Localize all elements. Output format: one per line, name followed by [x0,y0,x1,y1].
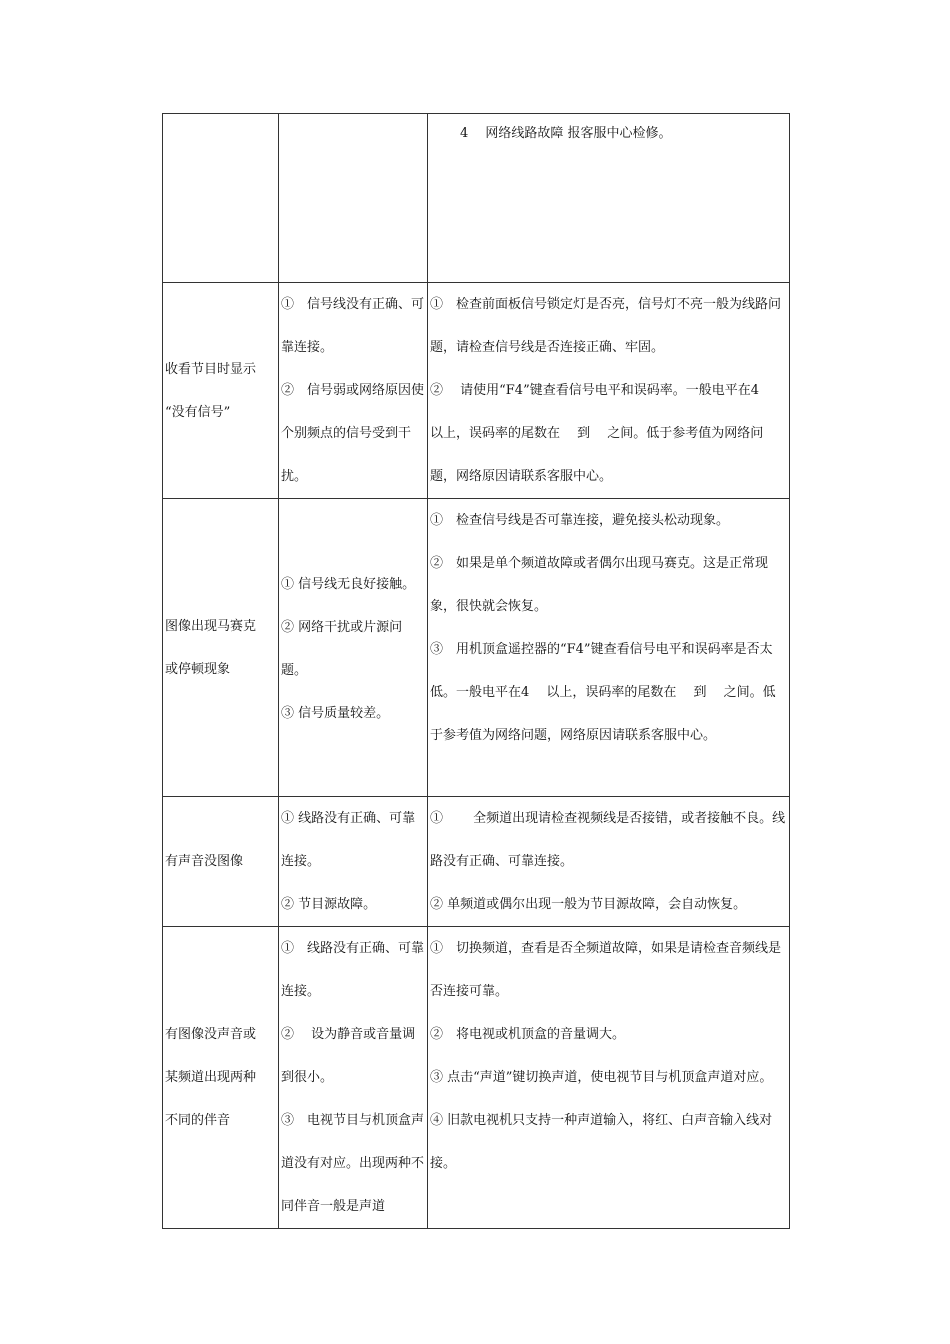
fix-text: ① 切换频道，查看是否全频道故障，如果是请检查音频线是否连接可靠。 [430,941,782,999]
troubleshooting-table [162,113,790,1229]
cause-text: ② 网络干扰或片源问题。 [281,620,403,678]
fix-text: ③ 用机顶盒遥控器的“F4”键查看信号电平和误码率是否太低。一般电平在4 以上，误码率的尾数在 到 之间。低于参考值为网络问题，网络原因请联系客服中心。 [430,642,776,743]
symptom-cell [163,499,279,797]
fix-cell [428,499,790,797]
fix-cell [428,797,790,927]
cause-text: ① 线路没有正确、可靠连接。 [281,811,416,869]
fix-cell [428,927,790,1229]
cause-text: ③ 信号质量较差。 [281,706,390,721]
symptom-text: 不同的伴音 [165,1113,231,1128]
cause-text: ① 信号线无良好接触。 [281,577,416,592]
cause-cell [279,927,428,1229]
symptom-cell [163,797,279,927]
fix-cell [428,283,790,499]
symptom-text: 有声音没图像 [165,854,244,869]
cause-text: ② 信号弱或网络原因使个别频点的信号受到干扰。 [281,383,425,484]
fix-text: ② 将电视或机顶盒的音量调大。 [430,1027,626,1042]
cause-text: ② 设为静音或音量调到很小。 [281,1027,416,1085]
cause-text: ① 信号线没有正确、可靠连接。 [281,297,425,355]
table-row [163,927,790,1229]
cause-cell [279,283,428,499]
cause-cell [279,499,428,797]
fix-text: ② 请使用“F4”键查看信号电平和误码率。一般电平在4 以上，误码率的尾数在 到 之间。低于参考值为网络问题，网络原因请联系客服中心。 [430,383,777,484]
cause-cell [279,797,428,927]
fix-text: ① 检查前面板信号锁定灯是否亮，信号灯不亮一般为线路问题，请检查信号线是否连接正确、牢固。 [430,297,782,355]
symptom-text: 或停顿现象 [165,661,231,677]
symptom-text: 收看节目时显示 [165,361,257,377]
cause-cell [279,114,428,283]
symptom-text: “没有信号” [165,404,231,420]
fix-text: ③ 点击“声道”键切换声道，使电视节目与机顶盒声道对应。 [430,1070,773,1085]
symptom-text: 有图像没声音或 [165,1027,257,1042]
fix-text: ④ 旧款电视机只支持一种声道输入，将红、白声音输入线对接。 [430,1113,773,1171]
symptom-cell [163,927,279,1229]
symptom-text: 某频道出现两种 [165,1070,257,1085]
fix-text: ② 如果是单个频道故障或者偶尔出现马赛克。这是正常现象，很快就会恢复。 [430,556,769,614]
fix-text: ① 全频道出现请检查视频线是否接错，或者接触不良。线路没有正确、可靠连接。 [430,811,786,869]
fix-text: 4 网络线路故障 报客服中心检修。 [460,126,672,141]
cause-text: ③ 电视节目与机顶盒声道没有对应。出现两种不同伴音一般是声道 [281,1113,425,1214]
fix-text: ① 检查信号线是否可靠连接，避免接头松动现象。 [430,513,730,528]
symptom-cell [163,114,279,283]
cause-text: ① 线路没有正确、可靠连接。 [281,941,425,999]
symptom-text: 图像出现马赛克 [165,618,257,634]
table-row [163,114,790,283]
cause-text: ② 节目源故障。 [281,897,377,912]
fix-cell [428,114,790,283]
table-row [163,499,790,797]
table-row [163,283,790,499]
fix-text: ② 单频道或偶尔出现一般为节目源故障，会自动恢复。 [430,897,747,912]
table-row [163,797,790,927]
symptom-cell [163,283,279,499]
